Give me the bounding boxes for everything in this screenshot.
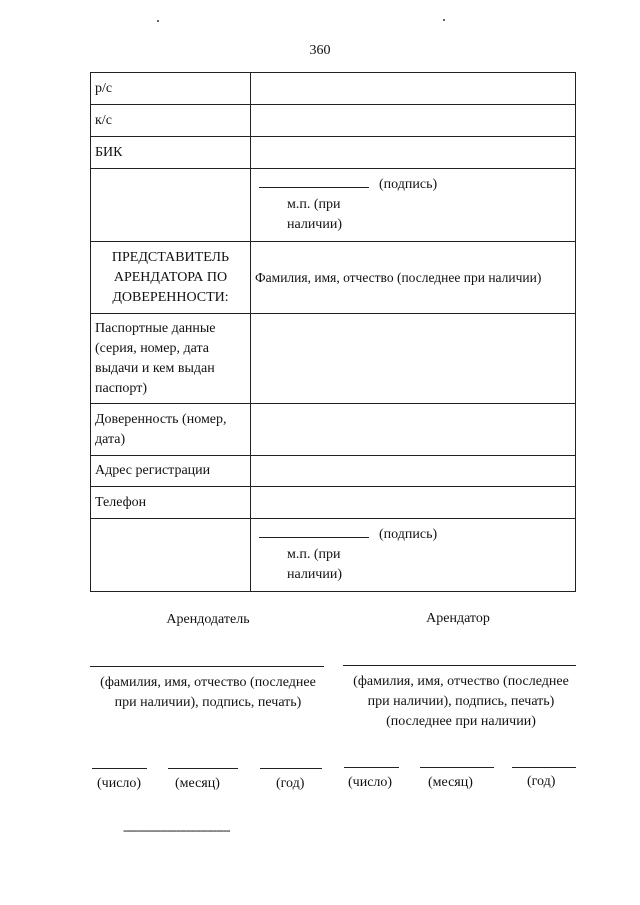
scan-speck bbox=[443, 19, 445, 21]
address-value[interactable] bbox=[251, 456, 576, 487]
footnote-separator: -------------------------------- bbox=[123, 822, 230, 837]
tenant-day-line[interactable] bbox=[344, 767, 399, 768]
rs-value[interactable] bbox=[251, 73, 576, 105]
table-row bbox=[91, 404, 576, 456]
ks-label: к/с bbox=[91, 105, 251, 137]
table-row bbox=[91, 487, 576, 519]
signature-block bbox=[251, 169, 576, 242]
table-row bbox=[91, 73, 576, 105]
phone-value[interactable] bbox=[251, 487, 576, 519]
signature-line[interactable] bbox=[259, 173, 369, 188]
landlord-day-line[interactable] bbox=[92, 768, 147, 769]
table-row bbox=[91, 314, 576, 404]
landlord-month-line[interactable] bbox=[168, 768, 238, 769]
landlord-year-line[interactable] bbox=[260, 768, 322, 769]
tenant-day-label: (число) bbox=[348, 775, 393, 790]
power-of-attorney-label: Доверенность (номер, дата) bbox=[91, 404, 251, 456]
requisites-table bbox=[90, 72, 576, 592]
seal-note: м.п. (при наличии) bbox=[287, 547, 342, 582]
signature-line[interactable] bbox=[259, 523, 369, 538]
passport-label: Паспортные данные (серия, номер, дата выдачи и кем выдан паспорт) bbox=[91, 314, 251, 404]
ks-value[interactable] bbox=[251, 105, 576, 137]
empty-cell bbox=[91, 169, 251, 242]
representative-heading: ПРЕДСТАВИТЕЛЬ АРЕНДАТОРА ПО ДОВЕРЕННОСТИ: bbox=[91, 242, 251, 314]
passport-value[interactable] bbox=[251, 314, 576, 404]
tenant-signature-note: (фамилия, имя, отчество (последнее при наличии), подпись, печать) (последнее при наличии) bbox=[353, 674, 569, 729]
tenant-month-line[interactable] bbox=[420, 767, 494, 768]
table-row bbox=[91, 105, 576, 137]
landlord-signature-note: (фамилия, имя, отчество (последнее при наличии), подпись, печать) bbox=[100, 675, 316, 710]
tenant-signature-line[interactable] bbox=[343, 665, 576, 666]
landlord-year-label: (год) bbox=[276, 776, 305, 791]
signature-block bbox=[251, 519, 576, 592]
table-row bbox=[91, 137, 576, 169]
landlord-signature-line[interactable] bbox=[90, 666, 324, 667]
signature-label: (подпись) bbox=[379, 177, 438, 192]
landlord-month-label: (месяц) bbox=[175, 776, 220, 791]
rs-label: р/с bbox=[91, 73, 251, 105]
table-row bbox=[91, 242, 576, 314]
tenant-heading: Арендатор bbox=[426, 611, 490, 626]
tenant-year-label: (год) bbox=[527, 774, 556, 789]
page-number: 360 bbox=[309, 43, 331, 58]
scan-speck bbox=[157, 20, 159, 22]
bik-value[interactable] bbox=[251, 137, 576, 169]
tenant-year-line[interactable] bbox=[512, 767, 576, 768]
table-row bbox=[91, 519, 576, 592]
signature-label: (подпись) bbox=[379, 527, 438, 542]
address-label: Адрес регистрации bbox=[91, 456, 251, 487]
power-of-attorney-value[interactable] bbox=[251, 404, 576, 456]
tenant-month-label: (месяц) bbox=[428, 775, 473, 790]
landlord-heading: Арендодатель bbox=[166, 612, 250, 627]
seal-note: м.п. (при наличии) bbox=[287, 197, 342, 232]
representative-name-label: Фамилия, имя, отчество (последнее при наличии) bbox=[251, 242, 576, 314]
bik-label: БИК bbox=[91, 137, 251, 169]
landlord-day-label: (число) bbox=[97, 776, 142, 791]
table-row bbox=[91, 456, 576, 487]
empty-cell bbox=[91, 519, 251, 592]
table-row bbox=[91, 169, 576, 242]
phone-label: Телефон bbox=[91, 487, 251, 519]
